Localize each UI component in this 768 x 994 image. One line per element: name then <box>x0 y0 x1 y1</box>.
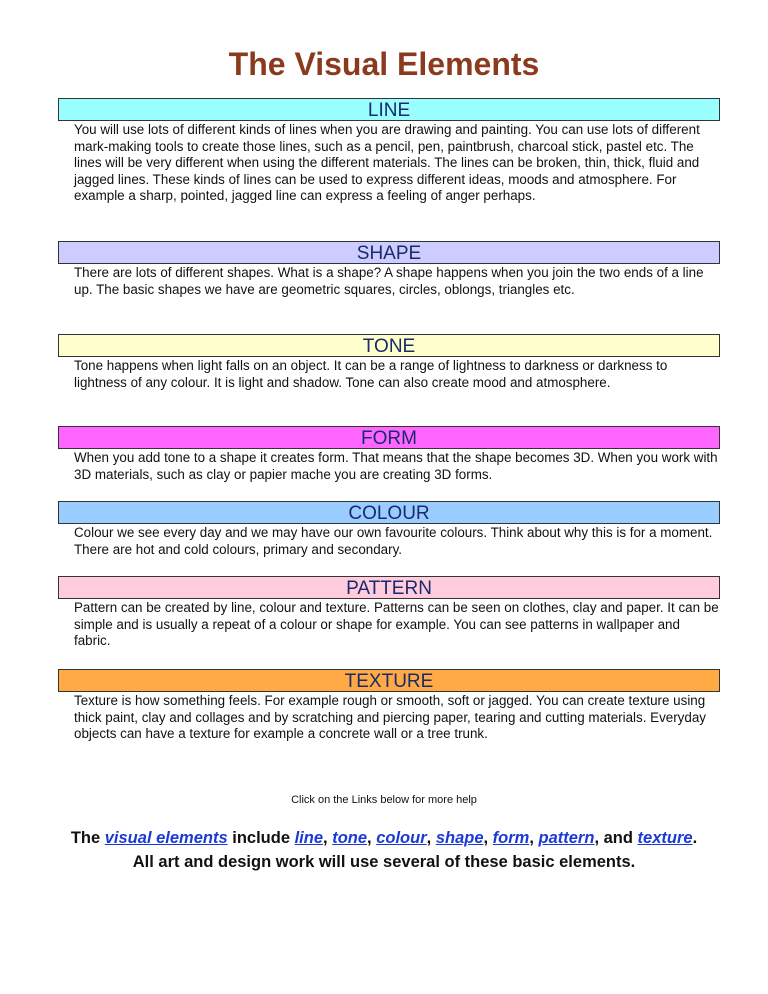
section-texture <box>58 669 720 743</box>
summary-text: , and <box>594 829 638 847</box>
summary-text: include <box>227 829 295 847</box>
section-text-pattern: Pattern can be created by line, colour and texture. Patterns can be seen on clothes, clay and paper. It can be simple and is usually a repeat of a colour or shape for example. You can see patterns in wallpaper and fabric. <box>74 600 719 649</box>
link-colour[interactable]: colour <box>376 829 427 847</box>
section-heading-texture: TEXTURE <box>58 669 720 692</box>
section-shape <box>58 241 720 298</box>
link-pattern[interactable]: pattern <box>538 829 595 847</box>
summary-paragraph <box>60 826 708 874</box>
summary-separator: , <box>426 829 436 847</box>
summary-separator: , <box>323 829 333 847</box>
link-form[interactable]: form <box>492 829 530 847</box>
section-colour <box>58 501 720 558</box>
summary-separator: , <box>483 829 493 847</box>
summary-text: The <box>70 829 105 847</box>
section-pattern <box>58 576 720 650</box>
section-text-form: When you add tone to a shape it creates form. That means that the shape becomes 3D. When you work with 3D materials, such as clay or papier mache you are creating 3D forms. <box>74 450 718 482</box>
page-title: The Visual Elements <box>228 46 540 82</box>
section-text-line: You will use lots of different kinds of lines when you are drawing and painting. You can use lots of different mark-making tools to create those lines, such as a pencil, pen, paintbrush, charcoal stick, pastel etc. The lines will be very different when using the different materials. The lines can be broken, thin, thick, fluid and jagged lines. These kinds of lines can be used to express different ideas, moods and atmosphere. For example a sharp, pointed, jagged line can express a feeling of anger perhaps. <box>74 122 700 204</box>
section-heading-shape: SHAPE <box>58 241 720 264</box>
link-tone[interactable]: tone <box>332 829 368 847</box>
section-form <box>58 426 720 483</box>
section-text-colour: Colour we see every day and we may have our own favourite colours. Think about why this is for a moment. There are hot and cold colours, primary and secondary. <box>74 525 713 557</box>
section-text-tone: Tone happens when light falls on an object. It can be a range of lightness to darkness or darkness to lightness of any colour. It is light and shadow. Tone can also create mood and atmosphere. <box>74 358 668 390</box>
link-shape[interactable]: shape <box>435 829 484 847</box>
summary-text: . All art and design work will use several of these basic elements. <box>132 829 698 871</box>
link-line[interactable]: line <box>294 829 324 847</box>
section-line <box>58 98 720 205</box>
section-heading-pattern: PATTERN <box>58 576 720 599</box>
section-tone <box>58 334 720 391</box>
link-texture[interactable]: texture <box>637 829 693 847</box>
section-heading-colour: COLOUR <box>58 501 720 524</box>
summary-separator: , <box>529 829 539 847</box>
section-text-shape: There are lots of different shapes. What is a shape? A shape happens when you join the two ends of a line up. The basic shapes we have are geometric squares, circles, oblongs, triangles etc. <box>74 265 704 297</box>
summary-separator: , <box>367 829 377 847</box>
section-heading-tone: TONE <box>58 334 720 357</box>
section-heading-form: FORM <box>58 426 720 449</box>
section-heading-line: LINE <box>58 98 720 121</box>
links-note: Click on the Links below for more help <box>291 794 477 806</box>
link-visual-elements[interactable]: visual elements <box>104 829 228 847</box>
section-text-texture: Texture is how something feels. For example rough or smooth, soft or jagged. You can create texture using thick paint, clay and collages and by scratching and piercing paper, tearing and cutting materials. Everyday objects can have a texture for example a concrete wall or a tree trunk. <box>74 693 706 742</box>
